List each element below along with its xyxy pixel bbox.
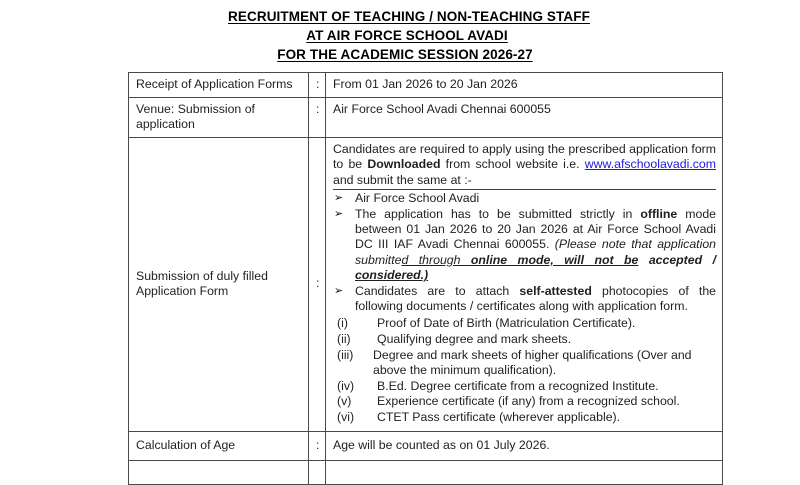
instructions-part-2: from school website i.e. bbox=[440, 157, 585, 172]
list-item bbox=[333, 284, 716, 315]
submission-bullet-list bbox=[333, 191, 716, 314]
bullet-attest-post: photocopies of the following documents / certificates along with application form. bbox=[355, 283, 717, 314]
list-item bbox=[333, 191, 716, 206]
roman-numeral: (v) bbox=[337, 394, 352, 409]
title-line-2-text: AT AIR FORCE SCHOOL AVADI bbox=[306, 28, 508, 43]
bullet-offline-pre: The application has to be submitted strictly in bbox=[355, 206, 641, 221]
list-item bbox=[333, 379, 716, 395]
bullet-note-italic-underline: d through bbox=[401, 252, 471, 267]
bullet-note-bold-italic-underline: online mode, will not be bbox=[470, 252, 639, 267]
table-row bbox=[129, 73, 723, 98]
instructions-downloaded-bold: Downloaded bbox=[367, 157, 441, 172]
document-item-text: CTET Pass certificate (wherever applicable). bbox=[377, 410, 621, 425]
list-item bbox=[333, 410, 716, 426]
arrow-bullet-icon: ➢ bbox=[334, 192, 344, 205]
title-line-1 bbox=[0, 7, 800, 26]
row-value-age: Age will be counted as on 01 July 2026. bbox=[326, 431, 723, 460]
row-label-submission: Submission of duly filled Application Form bbox=[129, 138, 309, 432]
table-row bbox=[129, 138, 723, 432]
bullet-text-venue: Air Force School Avadi bbox=[355, 191, 480, 206]
roman-numeral: (vi) bbox=[337, 410, 355, 425]
application-instructions-paragraph bbox=[333, 142, 716, 188]
recruitment-details-table-wrap bbox=[128, 72, 722, 485]
row-label-partial bbox=[129, 460, 309, 484]
arrow-bullet-icon: ➢ bbox=[334, 284, 344, 297]
title-line-3 bbox=[0, 45, 800, 64]
bullet-note-bold-italic-tail: accepted / bbox=[648, 252, 716, 267]
bullet-note-italic-open: (Please note that application submitte bbox=[355, 237, 716, 267]
roman-numeral: (i) bbox=[337, 316, 348, 331]
bullet-offline-post: mode between 01 Jan 2026 to 20 Jan 2026 at Air Force School Avadi DC III IAF Avadi Chennai 600055. bbox=[355, 206, 716, 252]
title-line-3-text: FOR THE ACADEMIC SESSION 2026-27 bbox=[277, 47, 533, 62]
table-row bbox=[129, 431, 723, 460]
list-item bbox=[333, 332, 716, 348]
table-row bbox=[129, 98, 723, 138]
row-label-age: Calculation of Age bbox=[129, 431, 309, 460]
document-item-text: Experience certificate (if any) from a recognized school. bbox=[377, 394, 680, 409]
instructions-part-3: and submit the same at :- bbox=[333, 172, 472, 187]
document-item-text: Proof of Date of Birth (Matriculation Certificate). bbox=[377, 316, 636, 331]
row-colon: : bbox=[309, 73, 326, 98]
row-colon: : bbox=[309, 431, 326, 460]
row-colon: : bbox=[309, 138, 326, 432]
document-item-text: Degree and mark sheets of higher qualifications (Over and above the minimum qualification). bbox=[373, 347, 692, 378]
recruitment-details-table bbox=[128, 72, 723, 485]
arrow-bullet-icon: ➢ bbox=[334, 207, 344, 220]
document-item-text: Qualifying degree and mark sheets. bbox=[377, 332, 572, 347]
bullet-attest-pre: Candidates are to attach bbox=[355, 283, 520, 298]
roman-numeral: (ii) bbox=[337, 332, 351, 347]
roman-numeral: (iii) bbox=[337, 347, 354, 362]
list-item bbox=[333, 348, 716, 379]
list-item bbox=[333, 316, 716, 332]
bullet-attest-bold: self-attested bbox=[519, 283, 592, 298]
title-line-2 bbox=[0, 26, 800, 45]
document-item-text: B.Ed. Degree certificate from a recognized Institute. bbox=[377, 378, 659, 393]
row-label-receipt: Receipt of Application Forms bbox=[129, 73, 309, 98]
document-title-block bbox=[0, 0, 800, 64]
roman-numeral: (iv) bbox=[337, 378, 355, 393]
table-row-partial bbox=[129, 460, 723, 484]
bullet-note-bold-italic-underline-tail: considered.) bbox=[355, 268, 429, 283]
row-label-venue: Venue: Submission of application bbox=[129, 98, 309, 138]
school-website-link[interactable]: www.afschoolavadi.com bbox=[584, 157, 716, 172]
link-underline-rule bbox=[333, 189, 716, 190]
list-item bbox=[333, 207, 716, 284]
row-value-submission bbox=[326, 138, 723, 432]
row-value-partial bbox=[326, 460, 723, 484]
required-documents-list bbox=[333, 316, 716, 425]
row-colon-partial bbox=[309, 460, 326, 484]
row-value-receipt: From 01 Jan 2026 to 20 Jan 2026 bbox=[326, 73, 723, 98]
instructions-part-1: Candidates are required to apply using the prescribed application form to be bbox=[333, 142, 716, 172]
row-value-venue: Air Force School Avadi Chennai 600055 bbox=[326, 98, 723, 138]
title-line-1-text: RECRUITMENT OF TEACHING / NON-TEACHING STAFF bbox=[228, 9, 590, 24]
list-item bbox=[333, 394, 716, 410]
row-colon: : bbox=[309, 98, 326, 138]
bullet-offline-bold: offline bbox=[640, 206, 678, 221]
